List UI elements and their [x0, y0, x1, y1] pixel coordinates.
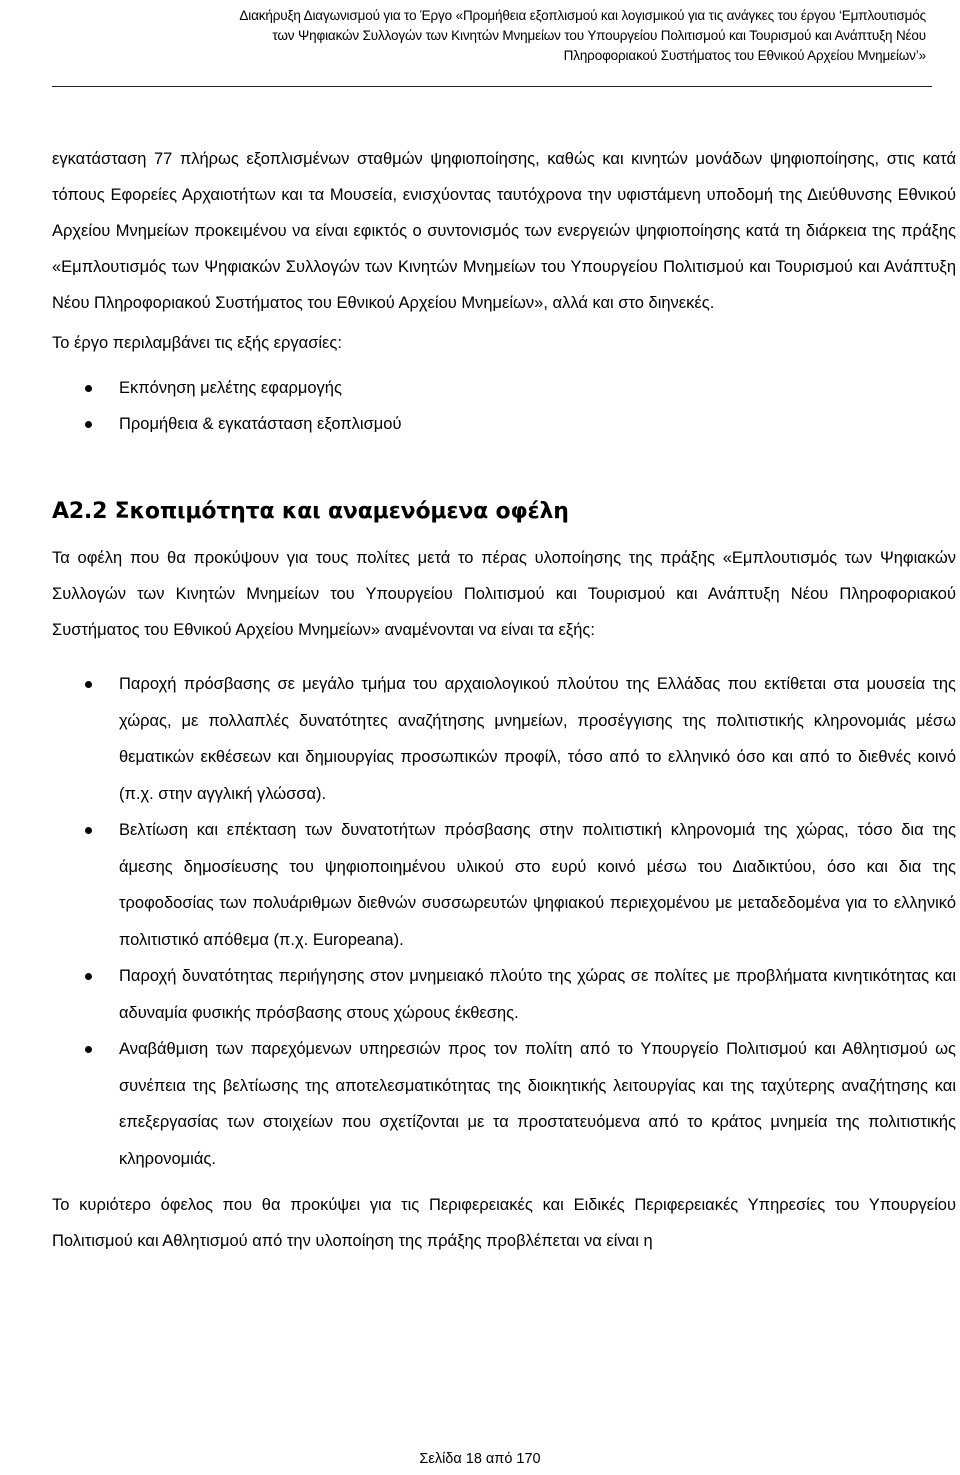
section-number: A2.2 [52, 499, 108, 524]
running-header [20, 6, 926, 66]
tasks-intro: Το έργο περιλαμβάνει τις εξής εργασίες: [52, 334, 342, 352]
list-item-text: Εκπόνηση μελέτης εφαρμογής [119, 379, 342, 397]
header-line: Πληροφοριακού Συστήματος του Εθνικού Αρχείου Μνημείων’» [563, 48, 926, 63]
list-item [52, 812, 956, 958]
header-divider [52, 86, 932, 87]
list-item [52, 666, 956, 812]
bullet-icon [85, 1046, 92, 1053]
list-item-text: Βελτίωση και επέκταση των δυνατοτήτων πρόσβασης στην πολιτιστική κληρονομιά της χώρας, τόσο δια της άμεσης δημοσίευσης του ψηφιοποιημένου υλικού στο ευρύ κοινό μέσω του Διαδικτύου, όσο και δια της τροφοδοσίας των πολυάριθμων διεθνών συσσωρευτών ψηφιακού περιεχομένου με μεταδεδομένα για το ελληνικό πολιτιστικό απόθεμα (π.χ. Europeana). [119, 821, 956, 949]
closing-paragraph: Το κυριότερο όφελος που θα προκύψει για τις Περιφερειακές και Ειδικές Περιφερειακές Υπηρεσίες του Υπουργείου Πολιτισμού και Αθλητισμού από την υλοποίηση της πράξης προβλέπεται να είναι η [52, 1196, 956, 1250]
section-heading [52, 490, 956, 534]
page-body [52, 141, 956, 1259]
intro-paragraph: εγκατάσταση 77 πλήρως εξοπλισμένων σταθμών ψηφιοποίησης, καθώς και κινητών μονάδων ψηφιοποίησης, στις κατά τόπους Εφορείες Αρχαιοτήτων και τα Μουσεία, ενισχύοντας ταυτόχρονα την υφιστάμενη υποδομή της Διεύθυνσης Εθνικού Αρχείου Μνημείων προκειμένου να είναι εφικτός ο συντονισμός των ενεργειών ψηφιοποίησης κατά τη διάρκεια της πράξης «Εμπλουτισμός των Ψηφιακών Συλλογών των Κινητών Μνημείων του Υπουργείου Πολιτισμού και Τουρισμού και Ανάπτυξη Νέου Πληροφοριακού Συστήματος του Εθνικού Αρχείου Μνημείων», αλλά και στο διηνεκές. [52, 150, 956, 312]
tasks-list [52, 370, 956, 442]
list-item-text: Προμήθεια & εγκατάσταση εξοπλισμού [119, 415, 402, 433]
bullet-icon [85, 827, 92, 834]
list-item [52, 406, 956, 442]
benefits-list [52, 666, 956, 1177]
list-item-text: Αναβάθμιση των παρεχόμενων υπηρεσιών προς τον πολίτη από το Υπουργείο Πολιτισμού και Αθλητισμού ως συνέπεια της βελτίωσης της αποτελεσματικότητας της διοικητικής λειτουργίας και της ταχύτερης αναζήτησης και επεξεργασίας των στοιχείων που σχετίζονται με τα προστατευόμενα από το κράτος μνημεία της πολιτιστικής κληρονομιάς. [119, 1040, 956, 1168]
list-item [52, 1031, 956, 1177]
list-item [52, 958, 956, 1031]
list-item-text: Παροχή πρόσβασης σε μεγάλο τμήμα του αρχαιολογικού πλούτου της Ελλάδας που εκτίθεται στα μουσεία της χώρας, με πολλαπλές δυνατότητες αναζήτησης μνημείων, προσέγγισης της πολιτιστικής κληρονομιάς μέσω θεματικών εκθέσεων και δημιουργίας προσωπικών προφίλ, τόσο από το ελληνικό όσο και από το διεθνές κοινό (π.χ. στην αγγλική γλώσσα). [119, 675, 956, 803]
section-title: Σκοπιμότητα και αναμενόμενα οφέλη [114, 499, 569, 524]
bullet-icon [85, 385, 92, 392]
list-item [52, 370, 956, 406]
bullet-icon [85, 681, 92, 688]
header-line: Διακήρυξη Διαγωνισμού για το Έργο «Προμήθεια εξοπλισμού και λογισμικού για τις ανάγκες του έργου ‘Εμπλουτισμός [239, 8, 926, 23]
bullet-icon [85, 421, 92, 428]
bullet-icon [85, 973, 92, 980]
benefits-intro: Τα οφέλη που θα προκύψουν για τους πολίτες μετά το πέρας υλοποίησης της πράξης «Εμπλουτισμός των Ψηφιακών Συλλογών των Κινητών Μνημείων του Υπουργείου Πολιτισμού και Τουρισμού και Ανάπτυξη Νέου Πληροφοριακού Συστήματος του Εθνικού Αρχείου Μνημείων» αναμένονται να είναι τα εξής: [52, 549, 956, 639]
list-item-text: Παροχή δυνατότητας περιήγησης στον μνημειακό πλούτο της χώρας σε πολίτες με προβλήματα κινητικότητας και αδυναμία φυσικής πρόσβασης στους χώρους έκθεσης. [119, 967, 956, 1022]
header-line: των Ψηφιακών Συλλογών των Κινητών Μνημείων του Υπουργείου Πολιτισμού και Τουρισμού και Ανάπτυξη Νέου [272, 28, 926, 43]
page-number: Σελίδα 18 από 170 [419, 1451, 541, 1467]
